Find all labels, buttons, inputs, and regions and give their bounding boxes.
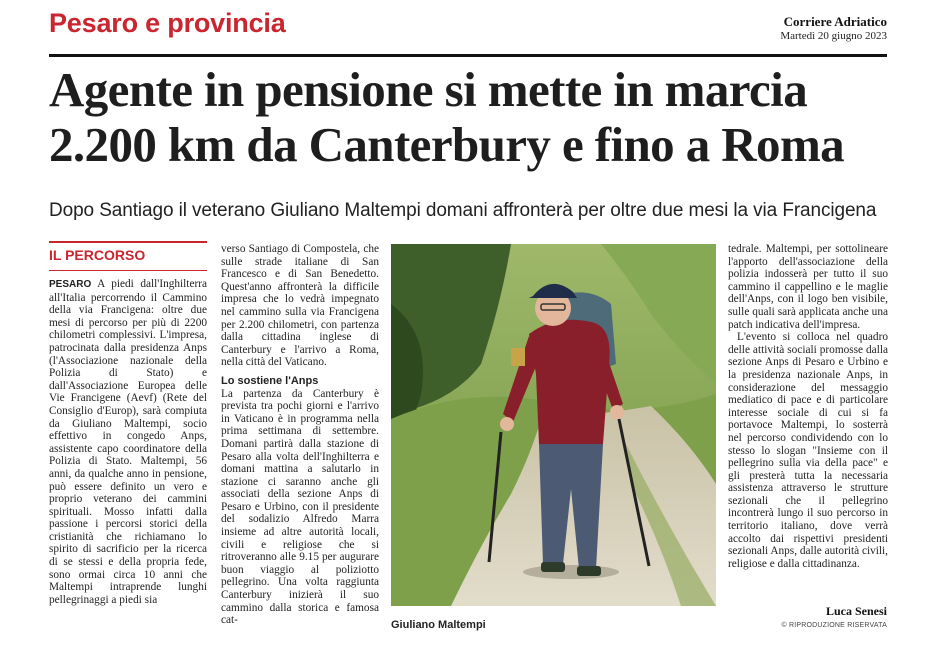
headline-line-2: 2.200 km da Canterbury e fino a Roma [49, 117, 845, 172]
kicker-rule-bottom [49, 270, 207, 271]
headline-line-1: Agente in pensione si mette in marcia [49, 62, 808, 117]
pilgrim-photo [391, 244, 716, 606]
shirt-patch [511, 348, 525, 366]
right-hand [610, 405, 624, 419]
subheadline: Dopo Santiago il veterano Giuliano Maltempi domani affronterà per oltre due mesi la via Francigena [49, 200, 877, 221]
left-hand [500, 417, 514, 431]
right-shoe [577, 566, 601, 576]
article-paragraph: L'evento si colloca nel quadro delle attività sociali promosse dalla sezione Anps di Pesaro e Urbino e la presidenza nazionale Anps, in considerazione del messaggio mediatico di pace e di particolare interesse sociale di cui si fa portavoce Maltempi, lo sosterrà nel percorso condividendo con lo stesso lo slogan "Insieme con il pellegrino sulla via della pace" e gli presterà tutta la necessaria assistenza attraverso le strutture sezionali che il pellegrino incontrerà lungo il suo percorso in territorio italiano, dove verrà accolto dai rispettivi presidenti sezionali Anps, dalle autorità civili, religiose e dalla cittadinanza. [728, 331, 888, 570]
kicker: IL PERCORSO [49, 247, 146, 263]
walker-shadow [523, 565, 619, 579]
masthead [780, 15, 887, 43]
top-rule [49, 54, 887, 57]
article-column-1 [49, 278, 207, 638]
article-paragraph: tedrale. Maltempi, per sottolineare l'apporto dell'associazione della polizia indosserà per tutto il suo cammino il cappellino e le maglie dell'Anps, con il logo ben visibile, sulle quali sarà applicata anche una patch indicativa dell'impresa. [728, 243, 888, 331]
article-column-4 [728, 243, 888, 613]
copyright-notice: © RIPRODUZIONE RISERVATA [781, 622, 887, 629]
article-paragraph: La partenza da Canterbury è prevista tra pochi giorni e l'arrivo in Vaticano è in programma nella prima settimana di settembre. Domani partirà dalla stazione di Pesaro alla volta dell'Inghilterra e domani mattina a salutarlo in stazione ci saranno anche gli associati della sezione Anps di Pesaro e Urbino, con il presidente del sodalizio Alfredo Marra insieme ad altre autorità locali, civili e religiose che si ritroveranno alle 9.15 per augurare buon viaggio al poliziotto pellegrino. Una volta raggiunta Canterbury inizierà il suo cammino dalla storica e famosa cat- [221, 387, 379, 627]
headline [49, 62, 909, 172]
kicker-rule-top [49, 241, 207, 243]
article-paragraph: verso Santiago di Compostela, che sulle strade italiane di San Francesco e di San Benedetto. Quest'anno affronterà la difficile impresa che lo vedrà impegnato nel cammino sulla via Francigena per 2.200 chilometri, con partenza dalla cittadina inglese di Canterbury e l'arrivo a Roma, nella città del Vaticano. [221, 243, 379, 369]
paragraph-text: A piedi dall'Inghilterra all'Italia percorrendo il Cammino della via Francigena: oltre due mesi di percorso per più di 2200 chilometri complessivi. L'impresa, patrocinata dalla presidenza Anps (l'Associazione nazionale della Polizia di Stato) e dall'Associazione Europea delle Vie Francigene (Aevf) (Rete del Consiglio d'Europ), sarà compiuta da Giuliano Maltempi, socio effettivo in congedo Anps, assistente capo coordinatore della Polizia di Stato. Maltempi, 56 anni, da qualche anno in pensione, può essere definito un vero e proprio veterano dei cammini spirituali. Mosso infatti dalla passione i percorsi storici della cristianità che richiamano lo spirito di sacrificio per la ricerca di se stessi e della propria fede, sono ormai circa 10 anni che Maltempi intraprende lunghi pellegrinaggi a piedi sia [49, 278, 207, 606]
photo-caption: Giuliano Maltempi [391, 619, 486, 631]
publication-name: Corriere Adriatico [783, 14, 887, 29]
article-photo [391, 244, 716, 606]
article-column-2 [221, 243, 379, 638]
left-shoe [541, 562, 565, 572]
red-polo-shirt [529, 320, 610, 449]
dateline: PESARO [49, 279, 92, 290]
article-subtitle: Lo sostiene l'Anps [221, 374, 319, 387]
section-title: Pesaro e provincia [49, 8, 286, 38]
publication-date: Martedì 20 giugno 2023 [780, 30, 887, 42]
byline: Luca Senesi [825, 604, 887, 618]
article-paragraph [49, 278, 207, 606]
